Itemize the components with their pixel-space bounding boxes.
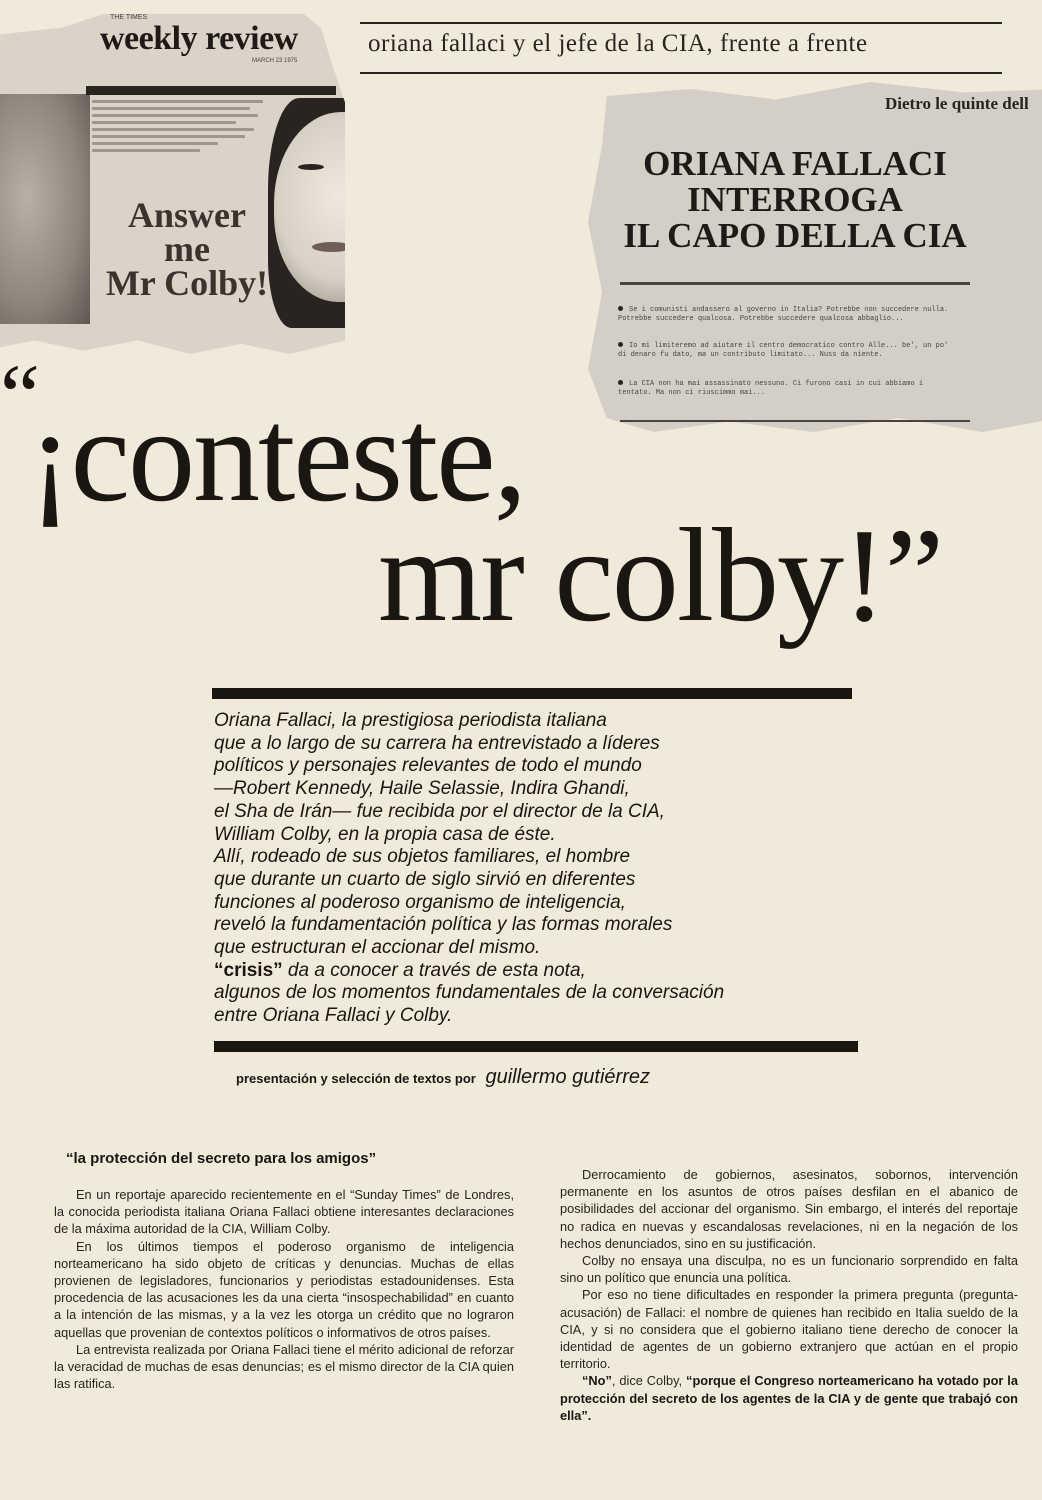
intro-line: entre Oriana Fallaci y Colby. xyxy=(214,1005,453,1027)
masthead-band xyxy=(86,86,336,95)
intro-line: algunos de los momentos fundamentales de la conversación xyxy=(214,982,725,1004)
body-paragraph: Derrocamiento de gobiernos, asesinatos, sobornos, intervención permanente en los asuntos de otros países desfilan en el abanico de posibilidades del accionar del organismo. Sin embargo, el interés del reportaje no radica en nuevas y escandalosas revelaciones, ni en la negación de los hechos denunciados, sino en su justificación. xyxy=(560,1167,1018,1251)
left-portrait-photo xyxy=(0,94,90,324)
clipping-bullet xyxy=(618,306,958,324)
bullet-dot xyxy=(618,380,623,385)
intro-line: funciones al poderoso organismo de inteligencia, xyxy=(214,891,626,913)
quote-mid: , dice Colby, xyxy=(611,1373,687,1389)
body-paragraph: Por eso no tiene dificultades en responder la primera pregunta (pregunta- acusación) de Fallaci: el nombre de quienes han recibido en Italia sueldo de la CIA, y si no considera que el gobierno italiano tiene derecho de conocer la identidad de agentes de un gobierno extranjero que actúan en el propio territorio. xyxy=(560,1287,1018,1372)
masthead-date: MARCH 23 1975 xyxy=(252,58,298,64)
bullet-dot xyxy=(618,306,623,311)
bullet-dot xyxy=(618,342,623,347)
quote-text: “porque el Congreso norteamericano ha votado por la protección del secreto de los agentes de la CIA y de gente que trabajó con ella”. xyxy=(560,1373,1018,1423)
masthead-small-text: THE TIMES xyxy=(110,14,148,21)
intro-line-crisis xyxy=(214,960,864,983)
intro-line: —Robert Kennedy, Haile Selassie, Indira Ghandi, xyxy=(214,778,630,800)
intro-line: el Sha de Irán— fue recibida por el director de la CIA, xyxy=(214,800,665,822)
body-paragraph: En un reportaje aparecido recientemente en el “Sunday Times” de Londres, la conocida periodista italiana Oriana Fallaci obtiene interesantes declaraciones de la máxima autoridad de la CIA, William Colby. xyxy=(54,1187,514,1237)
byline-label: presentación y selección de textos por xyxy=(236,1071,476,1086)
crisis-rest: da a conocer a través de esta nota, xyxy=(282,959,586,981)
intro-line: Allí, rodeado de sus objetos familiares, el hombre xyxy=(214,846,631,868)
title-line-1: ¡conteste, xyxy=(28,381,526,529)
portrait-eye-left xyxy=(298,164,324,170)
intro-top-bar xyxy=(212,688,852,699)
title-open-quote: “ xyxy=(0,347,40,446)
italian-headline-line-2: INTERROGA xyxy=(687,180,903,219)
intro-line: William Colby, en la propia casa de éste. xyxy=(214,823,556,845)
answer-line-3: Mr Colby! xyxy=(105,263,269,303)
intro-bottom-bar xyxy=(214,1041,858,1052)
answer-line-1: Answer xyxy=(128,195,246,235)
clipping-bullet-text: Se i comunisti andassero al governo in Italia? Potrebbe non succedere nulla. Potrebbe succedere qualcosa. Potrebbe succedere qualcosa abbaglio... xyxy=(618,306,949,323)
clipping-bullet xyxy=(618,342,958,360)
byline-author: guillermo gutiérrez xyxy=(485,1066,650,1088)
fallaci-portrait-photo xyxy=(274,112,414,302)
italian-headline-line-3: IL CAPO DELLA CIA xyxy=(623,216,967,255)
body-paragraph: En los últimos tiempos el poderoso organismo de inteligencia norteamericano ha sido objeto de críticas y denuncias. Muchas de ellas provienen de legisladores, funcionarios y periodistas estadounidenses. Esta procedencia de las acusaciones les da una cierta “insospechabilidad” en cuanto a la intención de las mismas, y a la vez les otorga un crédito que no lograron aquellas que provenian de contextos políticos o informativos de otros países. xyxy=(54,1238,514,1340)
answer-me-headline xyxy=(82,195,292,303)
body-paragraph: La entrevista realizada por Oriana Fallaci tiene el mérito adicional de reforzar la veracidad de muchas de esas denuncias; es el mismo director de la CIA quien las ratifica. xyxy=(54,1341,514,1392)
italian-headline xyxy=(600,146,990,254)
header-top-rule xyxy=(360,22,1002,24)
intro-text xyxy=(214,710,864,1028)
clipping-bullet xyxy=(618,380,958,398)
body-paragraph-quote xyxy=(560,1372,1018,1424)
title-line-2: mr colby!” xyxy=(378,501,943,649)
clipping-bullet-text: Io mi limiteremo ad aiutare il centro democratico contro Alle... be', un po' di denaro fu dato, ma un contributo limitato... Nuss da niente. xyxy=(618,342,949,359)
quote-no: “No” xyxy=(582,1373,612,1389)
intro-line: que durante un cuarto de siglo sirvió en diferentes xyxy=(214,868,636,890)
clipping-bullet-text: La CIA non ha mai assassinato nessuno. Ci furono casi in cui abbiamo i tentato. Ma non ci riuscimmo mai... xyxy=(618,380,924,397)
intro-line: que estructuran el accionar del mismo. xyxy=(214,937,541,959)
intro-line: Oriana Fallaci, la prestigiosa periodista italiana xyxy=(214,710,607,731)
byline xyxy=(236,1066,650,1089)
crisis-word: “crisis” xyxy=(214,959,283,981)
italian-headline-line-1: ORIANA FALLACI xyxy=(643,144,947,183)
clipping-rule-bottom xyxy=(620,420,970,422)
weekly-review-logo: weekly review xyxy=(100,20,298,57)
intro-line: que a lo largo de su carrera ha entrevistado a líderes xyxy=(214,732,660,754)
body-paragraph: Colby no ensaya una disculpa, no es un funcionario sorprendido en falta sino un político que enuncia una política. xyxy=(560,1253,1018,1286)
clipping-rule-top xyxy=(620,282,970,285)
body-column-right xyxy=(560,1166,1018,1424)
intro-line: reveló la fundamentación política y las formas morales xyxy=(214,914,673,936)
portrait-mouth xyxy=(312,242,352,252)
section-heading: “la protección del secreto para los amigos” xyxy=(66,1150,377,1167)
answer-line-2: me xyxy=(164,229,210,269)
header-bottom-rule xyxy=(360,72,1002,74)
body-column-left xyxy=(54,1186,514,1392)
portrait-eye-right xyxy=(346,164,370,170)
weekly-review-clipping xyxy=(0,14,345,354)
intro-line: políticos y personajes relevantes de todo el mundo xyxy=(214,755,642,777)
header-subtitle: oriana fallaci y el jefe de la CIA, frente a frente xyxy=(368,30,868,57)
clipping-kicker: Dietro le quinte dell xyxy=(885,94,1029,113)
